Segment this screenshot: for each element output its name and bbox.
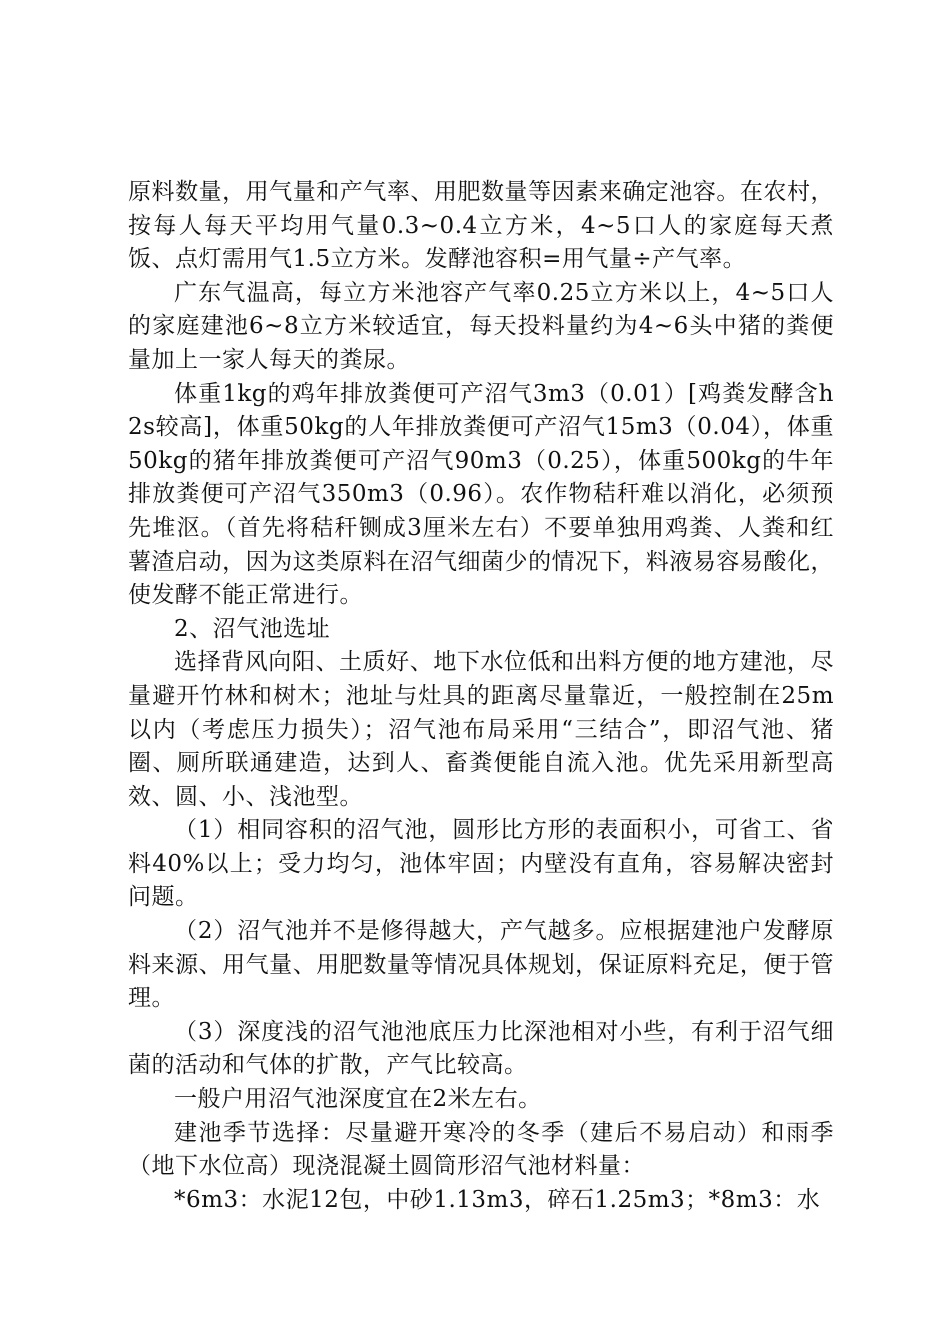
paragraph-7: （3）深度浅的沼气池池底压力比深池相对小些，有利于沼气细菌的活动和气体的扩散，产气比较高。 <box>128 1018 834 1079</box>
paragraph-6: （2）沼气池并不是修得越大，产气越多。应根据建池户发酵原料来源、用气量、用肥数量等情况具体规划，保证原料充足，便于管理。 <box>128 918 834 1012</box>
paragraph-4: 选择背风向阳、土质好、地下水位低和出料方便的地方建池，尽量避开竹林和树木；池址与灶具的距离尽量靠近，一般控制在25m以内（考虑压力损失）；沼气池布局采用“三结合”，即沼气池、猪圈、厕所联通建造，达到人、畜粪便能自流入池。优先采用新型高效、圆、小、浅池型。 <box>128 649 834 810</box>
paragraph-10: *6m3：水泥12包，中砂1.13m3，碎石1.25m3；*8m3：水 <box>174 1186 821 1213</box>
document-body <box>128 176 834 1217</box>
paragraph-8: 一般户用沼气池深度宜在2米左右。 <box>174 1086 542 1113</box>
paragraph-1: 原料数量，用气量和产气率、用肥数量等因素来确定池容。在农村，按每人每天平均用气量0.3~0.4立方米，4~5口人的家庭每天煮饭、点灯需用气1.5立方米。发酵池容积=用气量÷产气率。 <box>128 179 834 273</box>
paragraph-5: （1）相同容积的沼气池，圆形比方形的表面积小，可省工、省料40%以上；受力均匀，池体牢固；内壁没有直角，容易解决密封问题。 <box>128 817 834 911</box>
section-heading-site-selection: 2、沼气池选址 <box>174 615 331 642</box>
paragraph-9: 建池季节选择：尽量避开寒冷的冬季（建后不易启动）和雨季（地下水位高）现浇混凝土圆筒形沼气池材料量： <box>128 1119 834 1180</box>
paragraph-2: 广东气温高，每立方米池容产气率0.25立方米以上，4~5口人的家庭建池6~8立方米较适宜，每天投料量约为4~6头中猪的粪便量加上一家人每天的粪尿。 <box>128 279 834 373</box>
paragraph-3: 体重1kg的鸡年排放粪便可产沼气3m3（0.01）[鸡粪发酵含h2s较高]，体重50kg的人年排放粪便可产沼气15m3（0.04），体重50kg的猪年排放粪便可产沼气90m3（0.25），体重500kg的牛年排放粪便可产沼气350m3（0.96）。农作物秸秆难以消化，必须预先堆沤。（首先将秸秆铡成3厘米左右）不要单独用鸡粪、人粪和红薯渣启动，因为这类原料在沼气细菌少的情况下，料液易容易酸化，使发酵不能正常进行。 <box>128 380 834 609</box>
